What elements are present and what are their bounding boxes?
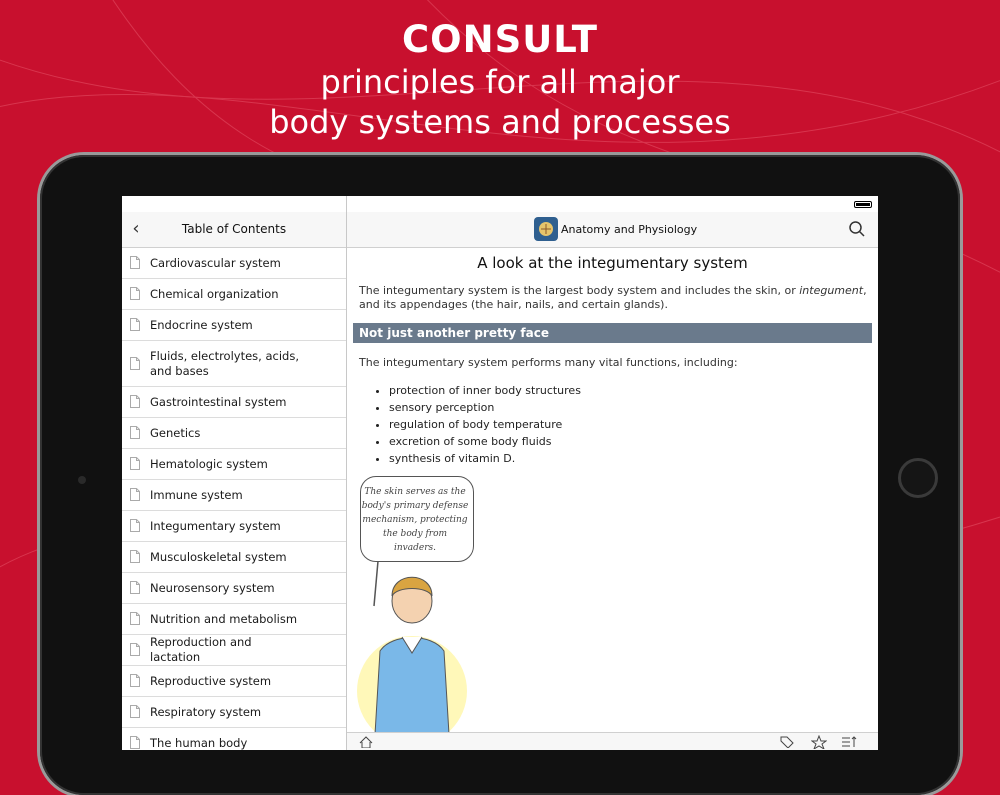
promo-headline xyxy=(0,18,1000,142)
toc-item[interactable] xyxy=(122,341,346,387)
toc-item-label: Chemical organization xyxy=(150,286,279,301)
document-icon xyxy=(130,736,140,749)
sidebar-nav-bar xyxy=(122,212,346,248)
toc-item-label: Hematologic system xyxy=(150,456,268,471)
document-icon xyxy=(130,705,140,718)
toc-item[interactable] xyxy=(122,480,346,511)
app-logo-icon xyxy=(534,217,558,241)
toc-item-label: Gastrointestinal system xyxy=(150,394,287,409)
promo-line-2: principles for all major xyxy=(320,63,680,101)
document-icon xyxy=(130,457,140,470)
toc-list xyxy=(122,248,346,750)
app-screen xyxy=(122,196,878,750)
toc-item-label: Integumentary system xyxy=(150,518,281,533)
toc-item[interactable] xyxy=(122,728,346,750)
toc-item[interactable] xyxy=(122,511,346,542)
document-icon xyxy=(130,318,140,331)
list-item: • excretion of some body fluids xyxy=(389,433,581,450)
toc-item[interactable] xyxy=(122,542,346,573)
section-lead: The integumentary system performs many vital functions, including: xyxy=(359,356,738,369)
toc-item-label: Endocrine system xyxy=(150,317,253,332)
document-icon xyxy=(130,612,140,625)
document-icon xyxy=(130,426,140,439)
toc-item-label: Genetics xyxy=(150,425,201,440)
toc-item[interactable] xyxy=(122,635,346,666)
document-icon xyxy=(130,550,140,563)
toc-item-label: The human body xyxy=(150,735,248,750)
toc-item-label: Musculoskeletal system xyxy=(150,549,287,564)
toc-item-label: Reproductive system xyxy=(150,673,272,688)
toc-item-label: Respiratory system xyxy=(150,704,262,719)
bottom-toolbar xyxy=(347,732,878,750)
camera xyxy=(78,476,86,484)
tag-icon[interactable] xyxy=(780,736,794,748)
toc-item-label: Fluids, electrolytes, acids, and bases xyxy=(150,348,299,378)
app-title: Anatomy and Physiology xyxy=(561,223,698,236)
toc-item[interactable] xyxy=(122,573,346,604)
toc-item-label: Neurosensory system xyxy=(150,580,275,595)
home-icon[interactable] xyxy=(359,736,373,748)
toc-item[interactable] xyxy=(122,666,346,697)
document-icon xyxy=(130,395,140,408)
toc-item[interactable] xyxy=(122,449,346,480)
article-title: A look at the integumentary system xyxy=(477,254,748,272)
list-item: • sensory perception xyxy=(389,399,581,416)
document-icon xyxy=(130,287,140,300)
content-pane xyxy=(347,196,878,750)
document-icon xyxy=(130,357,140,370)
document-icon xyxy=(130,674,140,687)
toc-item[interactable] xyxy=(122,279,346,310)
sidebar xyxy=(122,196,347,750)
toc-item-label: Nutrition and metabolism xyxy=(150,611,298,626)
function-list xyxy=(359,382,581,467)
promo-line-3: body systems and processes xyxy=(269,103,731,141)
article-intro: The integumentary system is the largest body system and includes the skin, or integument, and its appendages (the hair, nails, and certain glands). xyxy=(359,284,867,311)
sort-icon[interactable] xyxy=(841,736,857,748)
back-chevron-icon[interactable]: ‹ xyxy=(132,218,140,239)
toc-item[interactable] xyxy=(122,418,346,449)
list-item: • regulation of body temperature xyxy=(389,416,581,433)
document-icon xyxy=(130,488,140,501)
search-icon[interactable] xyxy=(848,220,866,238)
content-nav-bar xyxy=(347,212,878,248)
list-item: • synthesis of vitamin D. xyxy=(389,450,581,467)
document-icon xyxy=(130,643,140,656)
speech-bubble-text: The skin serves as the body's primary defense mechanism, protecting the body from invaders. xyxy=(361,487,469,553)
section-heading: Not just another pretty face xyxy=(353,323,872,343)
toc-item-label: Reproduction and lactation xyxy=(150,635,252,664)
sidebar-title: Table of Contents xyxy=(181,222,287,236)
toc-item-label: Cardiovascular system xyxy=(150,255,281,270)
toc-item[interactable] xyxy=(122,387,346,418)
toc-item[interactable] xyxy=(122,248,346,279)
toc-item[interactable] xyxy=(122,310,346,341)
star-icon[interactable] xyxy=(811,735,827,749)
home-button[interactable] xyxy=(898,458,938,498)
promo-line-1: CONSULT xyxy=(402,18,598,61)
document-icon xyxy=(130,581,140,594)
toc-item[interactable] xyxy=(122,697,346,728)
list-item: • protection of inner body structures xyxy=(389,382,581,399)
toc-item[interactable] xyxy=(122,604,346,635)
document-icon xyxy=(130,519,140,532)
nurse-illustration xyxy=(352,561,492,750)
toc-item-label: Immune system xyxy=(150,487,243,502)
document-icon xyxy=(130,256,140,269)
